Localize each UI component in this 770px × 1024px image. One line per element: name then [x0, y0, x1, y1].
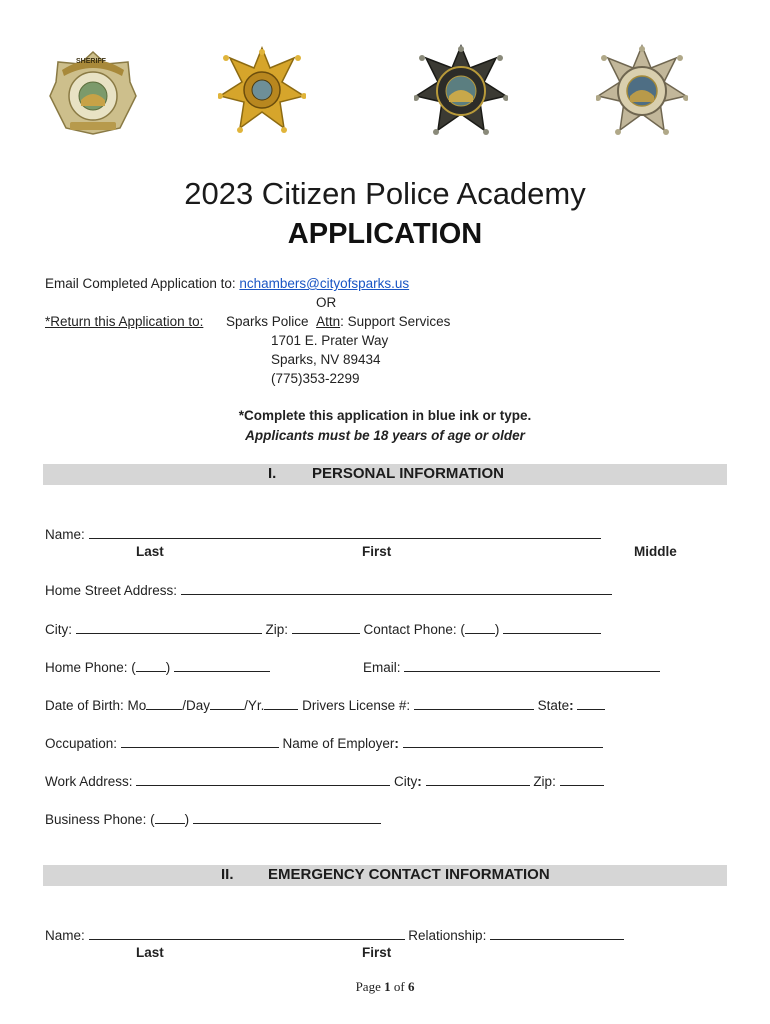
drivers-license-field[interactable]	[414, 696, 534, 710]
street-row	[45, 581, 612, 598]
work-address-label: Work Address:	[45, 774, 137, 789]
email-field-label: Email:	[363, 660, 405, 675]
dob-label: Date of Birth: Mo	[45, 698, 147, 713]
reno-police-badge	[414, 44, 508, 138]
section-emergency-header	[43, 865, 727, 886]
contact-area-code-field[interactable]	[465, 620, 495, 634]
business-area-code-field[interactable]	[155, 810, 185, 824]
first-name-field[interactable]	[313, 525, 435, 539]
section-title: PERSONAL INFORMATION	[312, 465, 504, 482]
business-phone-label: Business Phone: (	[45, 812, 155, 827]
paren-close: )	[184, 812, 193, 827]
home-phone-label: Home Phone: (	[45, 660, 136, 675]
page-title: 2023 Citizen Police Academy	[184, 176, 586, 211]
work-city-colon: :	[417, 774, 422, 789]
work-zip-label: Zip:	[529, 774, 560, 789]
email-label: Email Completed Application to:	[45, 276, 240, 291]
university-police-badge	[596, 44, 688, 138]
page-number	[0, 979, 770, 995]
name-row	[45, 525, 601, 542]
email-instruction	[45, 276, 409, 291]
attn-value: : Support Services	[340, 314, 451, 329]
paren-close: )	[494, 622, 504, 637]
page-prefix: Page	[355, 979, 385, 994]
email-field[interactable]	[404, 658, 660, 672]
return-label: *Return this Application to:	[45, 314, 204, 329]
city-label: City:	[45, 622, 76, 637]
first-caption: First	[362, 544, 392, 559]
page-of: of	[390, 979, 408, 994]
section-numeral: II.	[221, 866, 234, 883]
page-current: 1	[384, 979, 391, 994]
street-field[interactable]	[181, 581, 612, 595]
work-address-row	[45, 772, 604, 789]
paren-close: )	[165, 660, 175, 675]
instruction-ink: *Complete this application in blue ink or type.	[238, 408, 532, 423]
attn-label: Attn	[316, 314, 341, 329]
employer-field[interactable]	[403, 734, 603, 748]
contact-phone-field[interactable]	[503, 620, 601, 634]
day-label: /Day	[182, 698, 211, 713]
state-field[interactable]	[577, 696, 605, 710]
section-personal-header	[43, 464, 727, 485]
emergency-name-label: Name:	[45, 928, 89, 943]
washoe-sheriff-badge	[48, 50, 138, 136]
instruction-age: Applicants must be 18 years of age or older	[245, 428, 525, 443]
or-text: OR	[316, 295, 337, 310]
employer-label: Name of Employer	[278, 736, 395, 751]
emergency-last-caption: Last	[136, 945, 164, 960]
email-row	[363, 658, 660, 675]
city-field[interactable]	[76, 620, 262, 634]
occupation-label: Occupation:	[45, 736, 121, 751]
yr-label: /Yr.	[244, 698, 265, 713]
home-phone-row	[45, 658, 270, 675]
addressee	[226, 314, 450, 329]
dob-row	[45, 696, 605, 713]
page-total: 6	[407, 979, 415, 994]
contact-phone-label: Contact Phone: (	[359, 622, 465, 637]
state-label: State	[533, 698, 570, 713]
sparks-police-badge	[218, 46, 306, 136]
last-name-field[interactable]	[89, 525, 313, 539]
work-city-label: City	[390, 774, 418, 789]
home-phone-field[interactable]	[174, 658, 270, 672]
work-address-field[interactable]	[136, 772, 390, 786]
street-label: Home Street Address:	[45, 583, 181, 598]
work-zip-field[interactable]	[560, 772, 604, 786]
last-caption: Last	[136, 544, 164, 559]
addressee-name: Sparks Police	[226, 314, 309, 329]
emergency-name-field[interactable]	[89, 926, 405, 940]
address-line-1: 1701 E. Prater Way	[271, 333, 389, 348]
email-link[interactable]: nchambers@cityofsparks.us	[239, 276, 410, 291]
business-phone-field[interactable]	[193, 810, 381, 824]
employer-colon: :	[394, 736, 399, 751]
address-line-2: Sparks, NV 89434	[271, 352, 381, 367]
zip-field[interactable]	[292, 620, 360, 634]
business-phone-row	[45, 810, 381, 827]
zip-label: Zip:	[261, 622, 292, 637]
dob-year-field[interactable]	[264, 696, 298, 710]
middle-name-field[interactable]	[435, 525, 601, 539]
return-instruction	[45, 314, 203, 329]
state-colon: :	[569, 698, 574, 713]
dob-day-field[interactable]	[210, 696, 244, 710]
city-row	[45, 620, 601, 637]
home-area-code-field[interactable]	[136, 658, 166, 672]
address-phone: (775)353-2299	[271, 371, 360, 386]
middle-caption: Middle	[634, 544, 677, 559]
occupation-field[interactable]	[121, 734, 279, 748]
emergency-first-caption: First	[362, 945, 392, 960]
relationship-label: Relationship:	[404, 928, 491, 943]
emergency-name-row	[45, 926, 624, 943]
section-numeral: I.	[268, 465, 277, 482]
occupation-row	[45, 734, 603, 751]
dob-month-field[interactable]	[146, 696, 182, 710]
dl-label: Drivers License #:	[298, 698, 414, 713]
name-label: Name:	[45, 527, 89, 542]
page-subtitle: APPLICATION	[287, 218, 483, 250]
badge-text: SHERIFF	[76, 58, 106, 65]
relationship-field[interactable]	[490, 926, 624, 940]
work-city-field[interactable]	[426, 772, 530, 786]
section-title: EMERGENCY CONTACT INFORMATION	[268, 866, 550, 883]
